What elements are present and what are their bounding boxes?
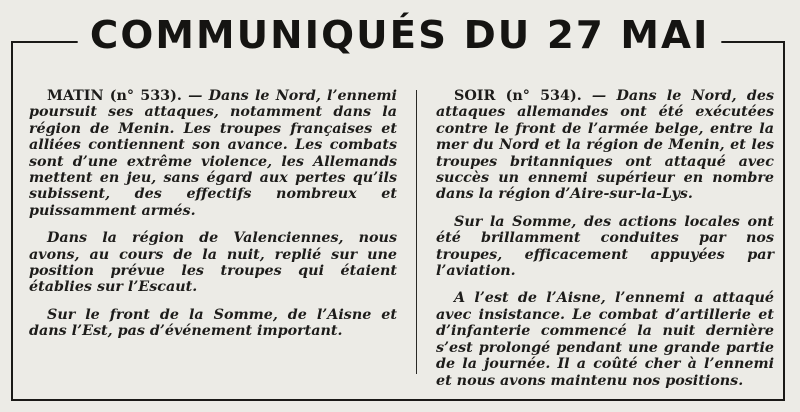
morning-communique bbox=[29, 88, 397, 351]
morning-heading: MATIN (n° 533). bbox=[47, 88, 182, 104]
morning-paragraph-2: Dans la région de Valenciennes, nous avons, au cours de la nuit, replié sur une position prévue les troupes qui étaient établies sur l’Escaut. bbox=[29, 230, 397, 296]
morning-text-1: — Dans le Nord, l’ennemi poursuit ses attaques, notamment dans la région de Menin. Les troupes françaises et alliées contiennent son avance. Les combats sont d’une extrême violence, les Allemands mettent en jeu, sans égard aux pertes qu’ils subissent, des effectifs nombreux et puissamment armés. bbox=[29, 88, 397, 219]
column-divider bbox=[416, 90, 417, 374]
morning-paragraph-3: Sur le front de la Somme, de l’Aisne et dans l’Est, pas d’événement important. bbox=[29, 306, 397, 340]
evening-paragraph-1 bbox=[436, 88, 774, 203]
title-bar bbox=[0, 0, 800, 66]
page-title: COMMUNIQUÉS DU 27 MAI bbox=[78, 12, 722, 58]
evening-communique bbox=[436, 88, 774, 400]
evening-paragraph-3: A l’est de l’Aisne, l’ennemi a attaqué avec insistance. Le combat d’artillerie et d’infanterie commencé la nuit dernière s’est prolongé pendant une grande partie de la journée. Il a coûté cher à l’ennemi et nous avons maintenu nos positions. bbox=[436, 290, 774, 389]
morning-paragraph-1 bbox=[29, 88, 397, 219]
evening-heading: SOIR (n° 534). bbox=[454, 88, 582, 104]
evening-paragraph-2: Sur la Somme, des actions locales ont été brillamment conduites par nos troupes, efficacement appuyées par l’aviation. bbox=[436, 213, 774, 280]
evening-text-1: — Dans le Nord, des attaques allemandes ont été exécutées contre le front de l’armée belge, entre la mer du Nord et la région de Menin, et les troupes britanniques ont attaqué avec succès un ennemi supérieur en nombre dans la région d’Aire-sur-la-Lys. bbox=[436, 88, 774, 203]
